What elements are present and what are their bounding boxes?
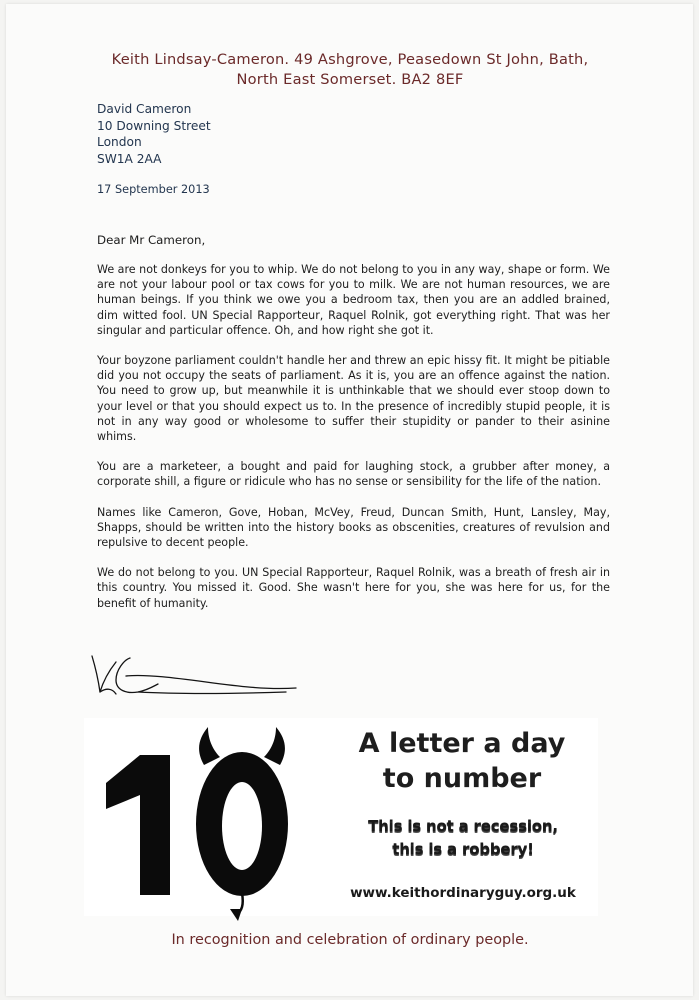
recipient-postcode: SW1A 2AA bbox=[97, 151, 162, 166]
letter-date: 17 September 2013 bbox=[97, 183, 210, 196]
salutation: Dear Mr Cameron, bbox=[97, 233, 206, 247]
paragraph: You are a marketeer, a bought and paid for laughing stock, a grubber after money, a corporate shill, a figure or ridicule who has no sense or sensibility for the life of the nation. bbox=[97, 460, 610, 489]
sender-address-line-1: Keith Lindsay-Cameron. 49 Ashgrove, Peasedown St John, Bath, bbox=[111, 51, 589, 68]
letterhead bbox=[100, 50, 600, 90]
paragraph: We are not donkeys for you to whip. We do not belong to you in any way, shape or form. We are not your labour pool or tax cows for you to milk. We are not human resources, we are human beings. If you think we owe you a bedroom tax, then you are an addled brained, dim witted fool. UN Special Rapporteur, Raquel Rolnik, got everything right. That was her singular and particular offence. Oh, and how right she got it. bbox=[97, 263, 610, 337]
paragraph: Names like Cameron, Gove, Hoban, McVey, Freud, Duncan Smith, Hunt, Lansley, May, Shapps, should be written into the history books as obscenities, creatures of revulsion and repulsive to decent people. bbox=[97, 505, 610, 550]
handwritten-signature bbox=[86, 648, 301, 700]
banner-headline bbox=[312, 726, 612, 796]
letter-body bbox=[97, 262, 610, 626]
slogan-line-1: This is not a recession, bbox=[368, 817, 558, 835]
paragraph: Your boyzone parliament couldn't handle her and threw an epic hissy fit. It might be pitiable did you not occupy the seats of parliament. As it is, you are an offence against the nation. You need to grow up, but meanwhile it is unthinkable that we should ever stoop down to your level or that you should expect us to. In the presence of incredibly stupid people, it is not in any way good or wholesome to suffer their stupidity or pander to their asinine whims. bbox=[97, 354, 610, 444]
number-ten-devil-logo bbox=[92, 725, 297, 925]
website-url: www.keithordinaryguy.org.uk bbox=[350, 885, 576, 901]
headline-line-2: to number bbox=[382, 763, 542, 794]
recipient-street: 10 Downing Street bbox=[97, 118, 211, 133]
headline-line-1: A letter a day bbox=[358, 728, 566, 759]
recipient-city: London bbox=[97, 135, 142, 149]
footer-tagline: In recognition and celebration of ordinary people. bbox=[171, 932, 529, 948]
slogan-line-2: this is a robbery! bbox=[392, 840, 534, 858]
paragraph: We do not belong to you. UN Special Rapporteur, Raquel Rolnik, was a breath of fresh air in this country. You missed it. Good. She wasn't here for you, she was here for us, for the benefit of humanity. bbox=[97, 566, 610, 610]
banner-slogan bbox=[312, 815, 614, 861]
sender-address-line-2: North East Somerset. BA2 8EF bbox=[236, 71, 464, 88]
recipient-address bbox=[97, 101, 211, 167]
recipient-name: David Cameron bbox=[97, 102, 192, 116]
